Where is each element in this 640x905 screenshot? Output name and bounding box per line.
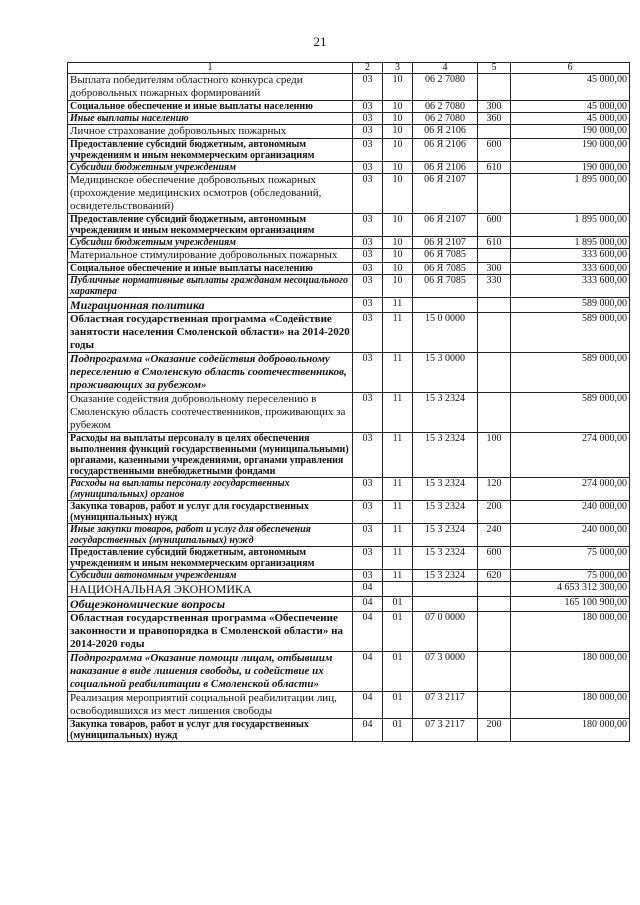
table-row [68,652,630,692]
row-expense-type [478,74,511,101]
row-target-code: 06 Я 2107 [413,214,478,237]
header-col-3: 3 [383,63,413,74]
row-section: 03 [353,478,383,501]
row-section: 03 [353,313,383,353]
row-expense-type: 120 [478,478,511,501]
row-name: Общеэкономические вопросы [68,597,353,612]
table-row [68,249,630,263]
row-section: 03 [353,570,383,582]
row-expense-type [478,692,511,719]
row-amount: 180 000,00 [511,719,630,742]
row-name: Выплата победителям областного конкурса среди добровольных пожарных формирований [68,74,353,101]
row-target-code: 06 2 7080 [413,113,478,125]
row-amount: 190 000,00 [511,162,630,174]
row-target-code: 15 3 2324 [413,501,478,524]
row-amount: 45 000,00 [511,74,630,101]
row-subsection: 10 [383,249,413,263]
row-subsection: 10 [383,275,413,298]
row-amount: 4 653 312 300,00 [511,582,630,597]
row-expense-type [478,353,511,393]
row-target-code: 15 3 2324 [413,433,478,478]
row-target-code: 15 3 2324 [413,547,478,570]
header-col-6: 6 [511,63,630,74]
row-target-code: 06 Я 2107 [413,237,478,249]
row-expense-type: 200 [478,501,511,524]
row-expense-type [478,174,511,214]
row-expense-type [478,125,511,139]
table-row [68,582,630,597]
row-section: 04 [353,692,383,719]
row-target-code: 15 3 2324 [413,570,478,582]
row-subsection: 10 [383,237,413,249]
row-section: 03 [353,125,383,139]
row-amount: 165 100 900,00 [511,597,630,612]
row-name: Иные закупки товаров, работ и услуг для обеспечения государственных (муниципальных) нужд [68,524,353,547]
row-expense-type: 240 [478,524,511,547]
row-target-code: 06 Я 2106 [413,139,478,162]
row-subsection: 11 [383,501,413,524]
row-section: 03 [353,524,383,547]
row-amount: 589 000,00 [511,313,630,353]
row-target-code: 15 3 2324 [413,478,478,501]
table-row [68,313,630,353]
row-amount: 190 000,00 [511,139,630,162]
row-target-code: 06 Я 2107 [413,174,478,214]
row-name: Социальное обеспечение и иные выплаты населению [68,101,353,113]
row-expense-type: 610 [478,237,511,249]
row-target-code: 06 Я 7085 [413,263,478,275]
header-col-2: 2 [353,63,383,74]
row-section: 03 [353,174,383,214]
row-section: 03 [353,113,383,125]
row-name: Закупка товаров, работ и услуг для государственных (муниципальных) нужд [68,719,353,742]
row-section: 04 [353,652,383,692]
row-subsection: 10 [383,214,413,237]
row-amount: 75 000,00 [511,547,630,570]
row-section: 04 [353,597,383,612]
table-row [68,353,630,393]
table-row [68,612,630,652]
table-header-row [68,63,630,74]
row-name: Личное страхование добровольных пожарных [68,125,353,139]
row-subsection: 01 [383,719,413,742]
row-section: 03 [353,393,383,433]
row-expense-type: 100 [478,433,511,478]
row-target-code: 06 Я 2106 [413,125,478,139]
row-name: Подпрограмма «Оказание помощи лицам, отбывшим наказание в виде лишения свободы, и содействие их социальной реабилитации в Смоленской области» [68,652,353,692]
table-row [68,570,630,582]
row-name: Субсидии бюджетным учреждениям [68,162,353,174]
page-number: 21 [313,34,327,49]
row-name: Публичные нормативные выплаты гражданам несоциального характера [68,275,353,298]
table-row [68,74,630,101]
row-target-code: 06 2 7080 [413,74,478,101]
row-amount: 240 000,00 [511,501,630,524]
table-row [68,275,630,298]
row-expense-type [478,597,511,612]
row-name: Оказание содействия добровольному переселению в Смоленскую область соотечественников, проживающих за рубежом [68,393,353,433]
row-name: Субсидии автономным учреждениям [68,570,353,582]
row-subsection: 11 [383,298,413,313]
row-subsection: 10 [383,263,413,275]
table-row [68,139,630,162]
row-amount: 333 600,00 [511,249,630,263]
row-expense-type [478,249,511,263]
row-amount: 180 000,00 [511,612,630,652]
row-expense-type: 300 [478,263,511,275]
row-subsection: 10 [383,162,413,174]
row-name: Предоставление субсидий бюджетным, автономным учреждениям и иным некоммерческим организациям [68,139,353,162]
row-amount: 274 000,00 [511,478,630,501]
row-expense-type: 200 [478,719,511,742]
row-target-code [413,298,478,313]
row-subsection: 10 [383,125,413,139]
row-target-code: 07 3 0000 [413,652,478,692]
row-section: 03 [353,162,383,174]
row-section: 03 [353,547,383,570]
row-expense-type [478,612,511,652]
row-expense-type: 600 [478,214,511,237]
row-subsection: 11 [383,478,413,501]
table-row [68,547,630,570]
table-row [68,719,630,742]
row-expense-type: 600 [478,547,511,570]
row-name: Материальное стимулирование добровольных пожарных [68,249,353,263]
row-target-code [413,582,478,597]
row-subsection: 10 [383,174,413,214]
row-amount: 45 000,00 [511,101,630,113]
row-name: Расходы на выплаты персоналу в целях обеспечения выполнения функций государственными (муниципальными) органами, казенными учреждениями, органами управления государственными внебюджетными фондами [68,433,353,478]
row-expense-type [478,313,511,353]
row-section: 03 [353,501,383,524]
row-name: Реализация мероприятий социальной реабилитации лиц, освободившихся из мест лишения свободы [68,692,353,719]
row-amount: 180 000,00 [511,692,630,719]
header-col-4: 4 [413,63,478,74]
row-subsection: 10 [383,101,413,113]
row-amount: 274 000,00 [511,433,630,478]
row-section: 03 [353,298,383,313]
row-amount: 190 000,00 [511,125,630,139]
row-target-code: 07 3 2117 [413,719,478,742]
row-amount: 589 000,00 [511,298,630,313]
table-row [68,393,630,433]
table-row [68,125,630,139]
row-amount: 1 895 000,00 [511,174,630,214]
row-amount: 589 000,00 [511,353,630,393]
row-subsection [383,582,413,597]
table-row [68,214,630,237]
row-target-code: 06 2 7080 [413,101,478,113]
row-subsection: 11 [383,313,413,353]
table-row [68,501,630,524]
row-subsection: 10 [383,113,413,125]
row-section: 03 [353,433,383,478]
row-name: Подпрограмма «Оказание содействия добровольному переселению в Смоленскую область соотечественников, проживающих за рубежом» [68,353,353,393]
row-expense-type: 300 [478,101,511,113]
table-row [68,263,630,275]
row-amount: 240 000,00 [511,524,630,547]
budget-table [67,62,630,742]
table-row [68,101,630,113]
row-name: Предоставление субсидий бюджетным, автономным учреждениям и иным некоммерческим организациям [68,547,353,570]
row-name: Медицинское обеспечение добровольных пожарных (прохождение медицинских осмотров (обследований, освидетельствований) [68,174,353,214]
table-row [68,478,630,501]
row-target-code: 15 0 0000 [413,313,478,353]
row-subsection: 11 [383,524,413,547]
row-subsection: 11 [383,433,413,478]
table-row [68,162,630,174]
row-target-code: 07 0 0000 [413,612,478,652]
row-subsection: 11 [383,353,413,393]
row-section: 03 [353,237,383,249]
table-row [68,597,630,612]
row-target-code: 06 Я 7085 [413,275,478,298]
row-name: Расходы на выплаты персоналу государственных (муниципальных) органов [68,478,353,501]
table-row [68,692,630,719]
row-target-code: 06 Я 2106 [413,162,478,174]
row-name: Субсидии бюджетным учреждениям [68,237,353,249]
row-section: 04 [353,582,383,597]
row-expense-type: 600 [478,139,511,162]
table-row [68,237,630,249]
table-row [68,524,630,547]
row-expense-type [478,298,511,313]
row-section: 03 [353,101,383,113]
row-subsection: 11 [383,393,413,433]
row-target-code: 15 3 2324 [413,393,478,433]
row-subsection: 01 [383,597,413,612]
row-target-code: 06 Я 7085 [413,249,478,263]
row-amount: 75 000,00 [511,570,630,582]
row-subsection: 01 [383,612,413,652]
row-subsection: 01 [383,652,413,692]
row-name: Иные выплаты населению [68,113,353,125]
row-section: 03 [353,214,383,237]
table-row [68,298,630,313]
row-subsection: 10 [383,74,413,101]
row-expense-type: 360 [478,113,511,125]
row-subsection: 01 [383,692,413,719]
row-amount: 1 895 000,00 [511,214,630,237]
row-amount: 180 000,00 [511,652,630,692]
row-subsection: 11 [383,547,413,570]
row-target-code: 07 3 2117 [413,692,478,719]
row-target-code: 15 3 2324 [413,524,478,547]
table-row [68,174,630,214]
row-expense-type [478,652,511,692]
row-amount: 333 600,00 [511,263,630,275]
row-name: Социальное обеспечение и иные выплаты населению [68,263,353,275]
row-target-code: 15 3 0000 [413,353,478,393]
row-name: Областная государственная программа «Содействие занятости населения Смоленской области» на 2014-2020 годы [68,313,353,353]
row-amount: 589 000,00 [511,393,630,433]
table-row [68,113,630,125]
row-name: НАЦИОНАЛЬНАЯ ЭКОНОМИКА [68,582,353,597]
row-name: Областная государственная программа «Обеспечение законности и правопорядка в Смоленской области» на 2014-2020 годы [68,612,353,652]
row-amount: 333 600,00 [511,275,630,298]
row-expense-type: 610 [478,162,511,174]
row-section: 04 [353,719,383,742]
row-expense-type: 620 [478,570,511,582]
table-row [68,433,630,478]
row-subsection: 11 [383,570,413,582]
header-col-5: 5 [478,63,511,74]
row-expense-type: 330 [478,275,511,298]
row-section: 03 [353,139,383,162]
row-name: Миграционная политика [68,298,353,313]
row-section: 03 [353,263,383,275]
row-section: 03 [353,249,383,263]
row-amount: 45 000,00 [511,113,630,125]
row-section: 03 [353,275,383,298]
row-target-code [413,597,478,612]
budget-table-body [68,63,630,742]
row-expense-type [478,393,511,433]
row-section: 04 [353,612,383,652]
row-expense-type [478,582,511,597]
row-amount: 1 895 000,00 [511,237,630,249]
row-section: 03 [353,74,383,101]
row-section: 03 [353,353,383,393]
row-name: Закупка товаров, работ и услуг для государственных (муниципальных) нужд [68,501,353,524]
row-subsection: 10 [383,139,413,162]
row-name: Предоставление субсидий бюджетным, автономным учреждениям и иным некоммерческим организациям [68,214,353,237]
header-col-1: 1 [68,63,353,74]
